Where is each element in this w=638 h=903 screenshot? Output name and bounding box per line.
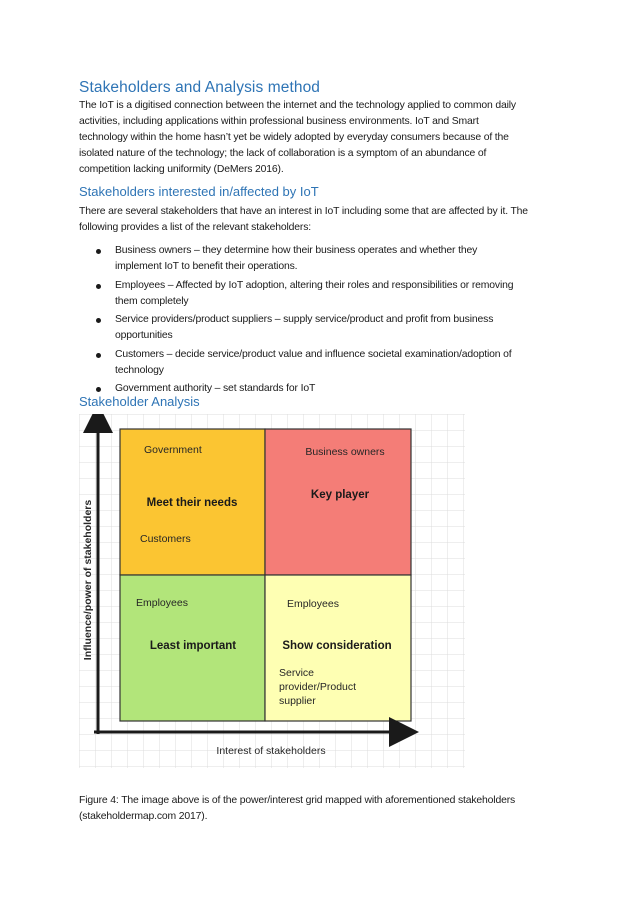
list-item-line: implement IoT to benefit their operations. — [115, 261, 298, 272]
quadrant-bottom-right-label-provider: provider/Product — [279, 681, 357, 693]
list-intro-line: There are several stakeholders that have an interest in IoT including some that are affected by it. The — [79, 206, 528, 217]
subheading-stakeholders: Stakeholders interested in/affected by IoT — [79, 184, 319, 199]
stakeholder-list — [79, 243, 564, 400]
quadrant-top-left-title: Meet their needs — [146, 497, 238, 509]
bullet-icon — [96, 249, 101, 254]
list-intro-paragraph — [79, 204, 564, 236]
list-item-line: Government authority – set standards for IoT — [115, 383, 316, 395]
bullet-icon — [96, 284, 101, 289]
power-interest-grid-figure — [79, 414, 465, 768]
quadrant-top-left-label-government: Government — [144, 444, 202, 456]
quadrant-bottom-right-label-supplier: supplier — [279, 695, 316, 707]
list-item-line: opportunities — [115, 330, 173, 342]
list-item — [79, 243, 535, 275]
figure-caption — [79, 793, 564, 825]
quadrant-top-right-label-business-owners: Business owners — [305, 446, 385, 458]
quadrant-top-left-label-customers: Customers — [140, 533, 191, 545]
y-axis-label: Influence/power of stakeholders — [82, 499, 94, 661]
bullet-icon — [96, 353, 101, 358]
list-item — [79, 278, 535, 310]
list-item-line: Business owners – they determine how their business operates and whether they — [115, 245, 478, 256]
quadrant-bottom-right-label-service: Service — [279, 667, 315, 679]
quadrant-bottom-left-title: Least important — [149, 640, 237, 652]
x-axis-label: Interest of stakeholders — [216, 745, 326, 757]
intro-line: activities, including applications within professional business environments. IoT and Smart — [79, 116, 479, 127]
power-interest-grid — [79, 414, 465, 768]
quadrant-bottom-right-title: Show consideration — [282, 640, 392, 652]
caption-line: (stakeholdermap.com 2017). — [79, 811, 208, 823]
intro-line: competition lacking uniformity (DeMers 2016). — [79, 164, 284, 175]
quadrant-bottom-right-label-employees: Employees — [287, 598, 339, 610]
bullet-icon — [96, 318, 101, 323]
quadrant-bottom-left-label-employees: Employees — [136, 597, 188, 609]
quadrant-top-right-title: Key player — [310, 489, 370, 501]
intro-paragraph — [79, 98, 564, 178]
list-item-line: them completely — [115, 295, 189, 307]
list-item-line: Customers – decide service/product value and influence societal examination/adoption of — [115, 348, 512, 360]
list-item — [79, 312, 535, 344]
subheading-analysis: Stakeholder Analysis — [79, 394, 200, 409]
list-item-line: Service providers/product suppliers – supply service/product and profit from business — [115, 314, 494, 326]
list-item-line: technology — [115, 364, 164, 376]
list-item-line: Employees – Affected by IoT adoption, altering their roles and responsibilities or removing — [115, 279, 514, 291]
bullet-icon — [96, 387, 101, 392]
list-item — [79, 347, 535, 379]
caption-line: Figure 4: The image above is of the power/interest grid mapped with aforementioned stakeholders — [79, 795, 516, 807]
intro-line: technology within the home hasn’t yet be widely adopted by everyday consumers because of the — [79, 132, 509, 143]
intro-line: The IoT is a digitised connection between the internet and the technology applied to common daily — [79, 100, 516, 111]
section-heading: Stakeholders and Analysis method — [79, 79, 321, 96]
list-intro-line: following provides a list of the relevant stakeholders: — [79, 222, 312, 233]
intro-line: isolated nature of the technology; the lack of collaboration is a symptom of an abundance of — [79, 148, 487, 159]
